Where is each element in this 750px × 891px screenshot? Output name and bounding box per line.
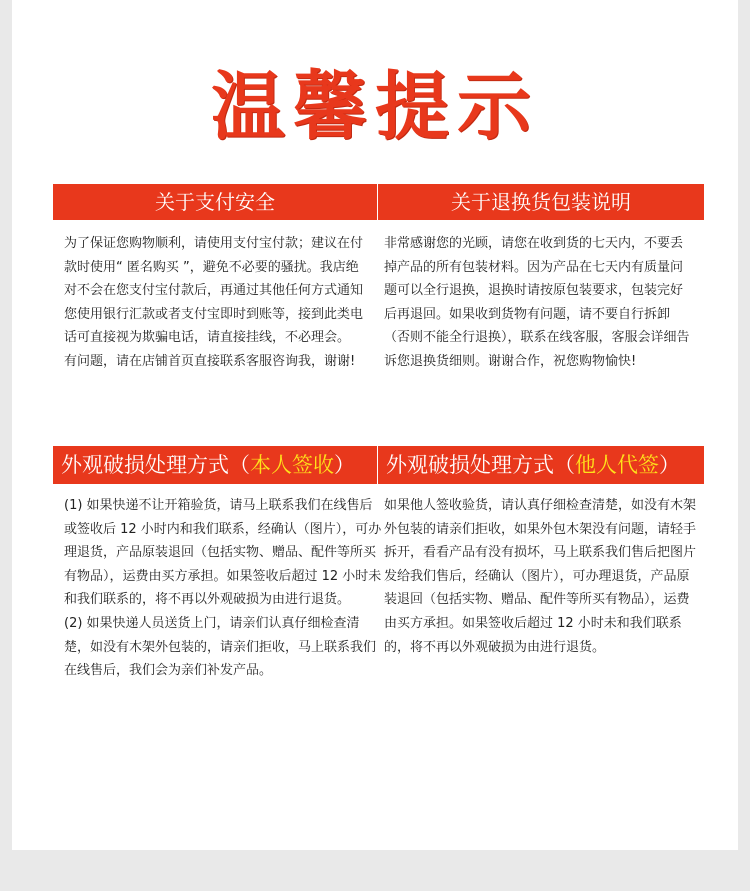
self-sign-paragraph: (1) 如果快递不让开箱验货，请马上联系我们在线售后或签收后 12 小时内和我们联系，经确认（图片），可办理退货，产品原装退回（包括实物、赠品、配件等所买有物品），运费由买方承担。如果签收后超过 12 小时未和我们联系的，将不再以外观破损为由进行退货。: [64, 498, 382, 608]
other-sign-heading-highlight: 他人代签: [575, 453, 659, 477]
payment-paragraph: 为了保证您购物顺利，请使用支付宝付款；建议在付款时使用“ 匿名购买 ”，避免不必要的骚扰。我店绝对不会在您支付宝付款后，再通过其他任何方式通知您使用银行汇款或者支付宝即时到账等，接到此类电话可直接视为欺骗电话，请直接挂线，不必理会。: [64, 236, 364, 346]
payment-safety-text: [64, 232, 364, 374]
other-sign-heading-suffix: ）: [659, 453, 680, 477]
notice-card: [12, 0, 738, 850]
payment-safety-heading: 关于支付安全: [53, 184, 377, 220]
self-sign-heading-highlight: 本人签收: [250, 453, 334, 477]
self-sign-paragraph: (2) 如果快递人员送货上门，请亲们认真仔细检查清楚，如没有木架外包装的，请亲们拒收，马上联系我们在线售后，我们会为亲们补发产品。: [64, 615, 377, 679]
self-sign-heading: [53, 446, 377, 484]
page-title: 温馨提示: [211, 64, 539, 150]
other-sign-heading-prefix: 外观破损处理方式（: [386, 453, 575, 477]
return-packaging-heading: 关于退换货包装说明: [378, 184, 704, 220]
return-paragraph: 非常感谢您的光顾，请您在收到货的七天内，不要丢掉产品的所有包装材料。因为产品在七天内有质量问题可以全行退换，退换时请按原包装要求，包装完好后再退回。如果收到货物有问题，请不要自行拆卸（否则不能全行退换），联系在线客服，客服会详细告诉您退换货细则。谢谢合作，祝您购物愉快!: [384, 236, 690, 369]
return-packaging-text: [384, 232, 690, 374]
payment-paragraph: 有问题，请在店铺首页直接联系客服咨询我，谢谢!: [64, 353, 356, 369]
self-sign-text: [64, 494, 382, 683]
other-sign-heading: [378, 446, 704, 484]
other-sign-text: [384, 494, 702, 659]
other-sign-paragraph: 如果他人签收验货，请认真仔细检查清楚，如没有木架外包装的请亲们拒收，如果外包木架没有问题，请轻手拆开，看看产品有没有损坏，马上联系我们售后把图片发给我们售后，经确认（图片），可办理退货，产品原装退回（包括实物、赠品、配件等所买有物品），运费由买方承担。如果签收后超过 12 小时未和我们联系的，将不再以外观破损为由进行退货。: [384, 498, 697, 655]
self-sign-heading-suffix: ）: [334, 453, 355, 477]
self-sign-heading-prefix: 外观破损处理方式（: [61, 453, 250, 477]
